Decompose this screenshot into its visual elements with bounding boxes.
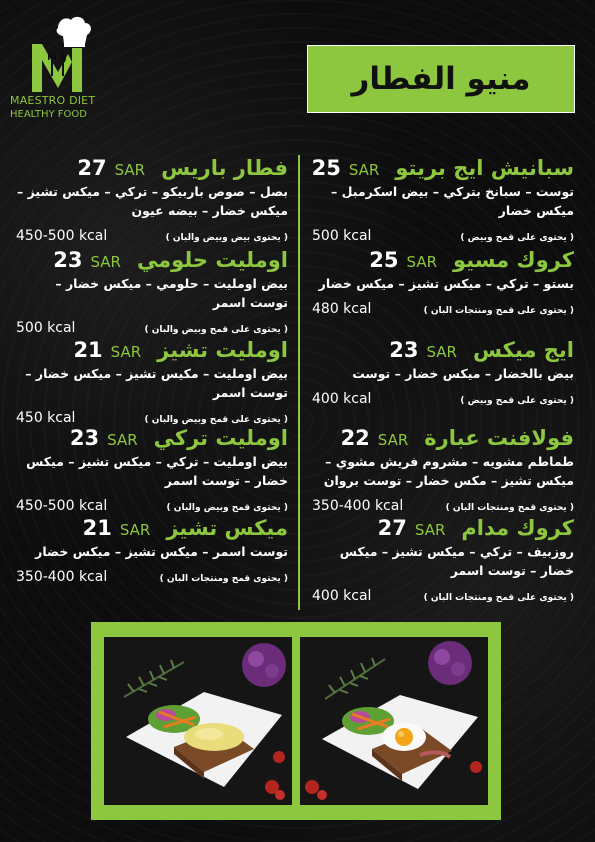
item-price: 27	[377, 516, 407, 540]
item-allergen-note: ( يحتوى على قمح وبيض والبان )	[144, 415, 288, 425]
fried-egg-toast-photo	[300, 637, 488, 805]
item-price: 25	[311, 156, 341, 180]
item-allergen-note: ( يحتوى على قمح وبيض والبان )	[144, 325, 288, 335]
menu-title: منيو الفطار	[351, 61, 531, 97]
item-name: اومليت تركي	[153, 426, 288, 450]
item-description: بصل – صوص باربيكو – تركي – ميكس تشيز – ميكس خضار – بيضه عيون	[16, 184, 288, 218]
item-currency: SAR	[426, 343, 457, 361]
menu-item	[16, 248, 288, 336]
item-name: فطار باريس	[161, 156, 288, 180]
menu-item	[312, 248, 574, 317]
item-price: 23	[69, 426, 100, 450]
item-name: كروك مسيو	[453, 248, 574, 272]
menu-title-box	[307, 45, 575, 113]
item-description: توست اسمر – ميكس تشيز – ميكس خضار	[35, 544, 288, 559]
photo-frame	[91, 622, 501, 820]
item-currency: SAR	[107, 431, 138, 449]
menu-item	[16, 516, 288, 585]
item-price: 21	[82, 516, 112, 540]
item-allergen-note: ( يحتوى على قمح وبيض )	[460, 233, 574, 243]
menu-item	[16, 156, 288, 244]
item-currency: SAR	[110, 343, 142, 361]
item-calories: 500 kcal	[16, 320, 76, 336]
column-divider	[298, 155, 300, 610]
item-name: فولافنت عبارة	[424, 426, 574, 450]
menu-item	[312, 156, 574, 244]
item-description: بيض اومليت – تركي – ميكس تشيز – ميكس خضار – توست اسمر	[26, 454, 288, 488]
item-name: اومليت تشيز	[157, 338, 288, 362]
item-allergen-note: ( يحتوى على قمح ومنتجات البان )	[423, 593, 574, 603]
item-description: توست – سبانخ بتركي – بيض اسكرمبل – ميكس خضار	[330, 184, 574, 218]
item-description: طماطم مشويه – مشروم فريش مشوي – ميكس تشيز – مكس خضار – توست بروان	[323, 454, 574, 488]
menu-item	[312, 338, 574, 407]
item-price: 27	[77, 156, 107, 180]
item-calories: 400 kcal	[312, 588, 372, 604]
item-description: بيض اومليت – حلومي – ميكس خضار – توست اسمر	[55, 276, 288, 310]
item-calories: 450 kcal	[16, 410, 76, 426]
item-description: بستو – تركي – ميكس تشيز – ميكس خضار	[318, 276, 574, 291]
item-allergen-note: ( يحتوى قمح وبيض والبان )	[166, 503, 288, 513]
item-currency: SAR	[114, 161, 146, 179]
item-allergen-note: ( يحتوى على قمح وبيض )	[460, 396, 574, 406]
item-currency: SAR	[90, 253, 121, 271]
brand-logo	[10, 14, 105, 124]
item-allergen-note: ( يحتوى قمح ومنتجات البان )	[159, 574, 288, 584]
item-currency: SAR	[348, 161, 380, 179]
menu-item	[16, 338, 288, 426]
menu-item	[312, 516, 574, 604]
item-description: بيض اومليت – مكيس تشيز – ميكس خضار – توست اسمر	[25, 366, 288, 400]
item-currency: SAR	[119, 521, 151, 539]
item-calories: 450-500 kcal	[16, 498, 108, 514]
item-description: روزبيف – تركي – ميكس تشيز – ميكس خضار – توست اسمر	[339, 544, 574, 578]
item-price: 23	[53, 248, 83, 272]
item-name: ميكس تشيز	[166, 516, 288, 540]
item-name: اومليت حلومي	[136, 248, 288, 272]
item-name: كروك مدام	[461, 516, 574, 540]
item-calories: 450-500 kcal	[16, 228, 108, 244]
menu-item	[312, 426, 574, 514]
item-name: سبانيش ايج بريتو	[395, 156, 574, 180]
item-currency: SAR	[377, 431, 409, 449]
menu-item	[16, 426, 288, 514]
item-currency: SAR	[414, 521, 446, 539]
item-calories: 350-400 kcal	[312, 498, 404, 514]
chef-hat-m-logo-icon	[28, 14, 93, 94]
item-currency: SAR	[406, 253, 437, 271]
item-price: 25	[369, 248, 399, 272]
item-allergen-note: ( يحتوى على قمح ومنتجات البان )	[423, 306, 574, 316]
item-calories: 480 kcal	[312, 301, 372, 317]
item-name: ايج ميكس	[472, 338, 574, 362]
omelette-toast-photo	[104, 637, 292, 805]
item-allergen-note: ( يحتوى قمح ومنتجات البان )	[445, 503, 574, 513]
item-price: 22	[340, 426, 370, 450]
item-calories: 400 kcal	[312, 391, 372, 407]
item-calories: 500 kcal	[312, 228, 372, 244]
item-price: 21	[73, 338, 103, 362]
item-calories: 350-400 kcal	[16, 569, 108, 585]
brand-tagline: HEALTHY FOOD	[10, 109, 87, 120]
brand-name: MAESTRO DIET	[10, 94, 96, 107]
item-description: بيض بالخضار – ميكس خضار – توست	[352, 366, 574, 381]
item-allergen-note: ( يحتوى بيض وبيض والبان )	[165, 233, 288, 243]
item-price: 23	[389, 338, 419, 362]
